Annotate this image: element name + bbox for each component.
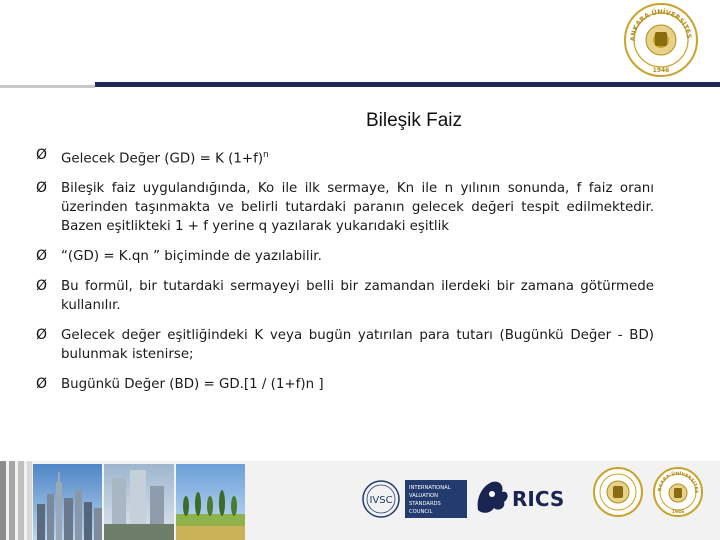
svg-text:VALUATION: VALUATION: [409, 493, 438, 499]
svg-text:COUNCIL: COUNCIL: [409, 509, 433, 515]
bullet-list: [36, 146, 654, 405]
list-item: [36, 375, 654, 394]
field-trees-photo-icon: [176, 464, 245, 540]
page-title: Bileşik Faiz: [365, 110, 463, 131]
bullet-superscript: n: [263, 150, 269, 160]
bullet-arrow-icon: Ø: [36, 180, 48, 197]
footer-decor-bars: [0, 461, 33, 540]
svg-text:ANKARA ÜNİVERSİTESİ: ANKARA ÜNİVERSİTES: [628, 7, 694, 42]
bullet-arrow-icon: Ø: [36, 147, 48, 163]
university-logo-icon: [622, 2, 700, 78]
city-skyline-photo-icon: [33, 464, 102, 540]
svg-text:ANKARA ÜNİVERSİTESİ: NKARA ÜNİVERSİTES: [657, 471, 699, 494]
bullet-text: Bu formül, bir tutardaki sermayeyi belli bir zamandan ilerdeki bir zamana götürmede kullanılır.: [61, 279, 654, 314]
header-rule-navy: [95, 82, 720, 87]
svg-text:1946: 1946: [652, 67, 670, 74]
header-rule-grey: [0, 85, 95, 88]
bullet-arrow-icon: Ø: [36, 376, 48, 393]
header-rule: [0, 82, 720, 90]
bullet-arrow-icon: Ø: [36, 327, 48, 344]
bullet-text: Bileşik faiz uygulandığında, Ko ile ilk sermaye, Kn ile n yılının sonunda, f faiz oranı üzerinden taşınmakta ve belirli tutardaki paranın gelecek değeri tespit edilmektedir. Bazen eşitlikteki 1 + f yerine q yazılarak yukarıdaki eşitlik: [61, 181, 654, 235]
bullet-text: Gelecek değer eşitliğindeki K veya bugün yatırılan para tutarı (Bugünkü Değer - BD) bulunmak istenirse;: [61, 328, 654, 363]
list-item: [36, 146, 654, 168]
bullet-text: Gelecek Değer (GD) = K (1+f): [61, 151, 264, 167]
svg-text:INTERNATIONAL: INTERNATIONAL: [409, 485, 451, 491]
ivsc-logo-icon: [361, 479, 469, 519]
bullet-arrow-icon: Ø: [36, 248, 48, 265]
list-item: [36, 326, 654, 364]
list-item: [36, 277, 654, 315]
bullet-text: “(GD) = K.qn ” biçiminde de yazılabilir.: [61, 249, 322, 265]
svg-text:RICS: RICS: [512, 487, 565, 511]
bullet-arrow-icon: Ø: [36, 278, 48, 295]
towers-photo-icon: [104, 464, 174, 540]
svg-text:IVSC: IVSC: [369, 495, 393, 506]
list-item: [36, 179, 654, 236]
svg-text:1946: 1946: [671, 510, 685, 515]
svg-text:STANDARDS: STANDARDS: [409, 501, 441, 507]
rics-logo-icon: [472, 476, 578, 518]
university-seal-logo-icon: [652, 463, 704, 521]
list-item: [36, 247, 654, 266]
seal-logo-icon: [592, 463, 644, 521]
bullet-text: Bugünkü Değer (BD) = GD.[1 / (1+f)n ]: [61, 377, 324, 393]
